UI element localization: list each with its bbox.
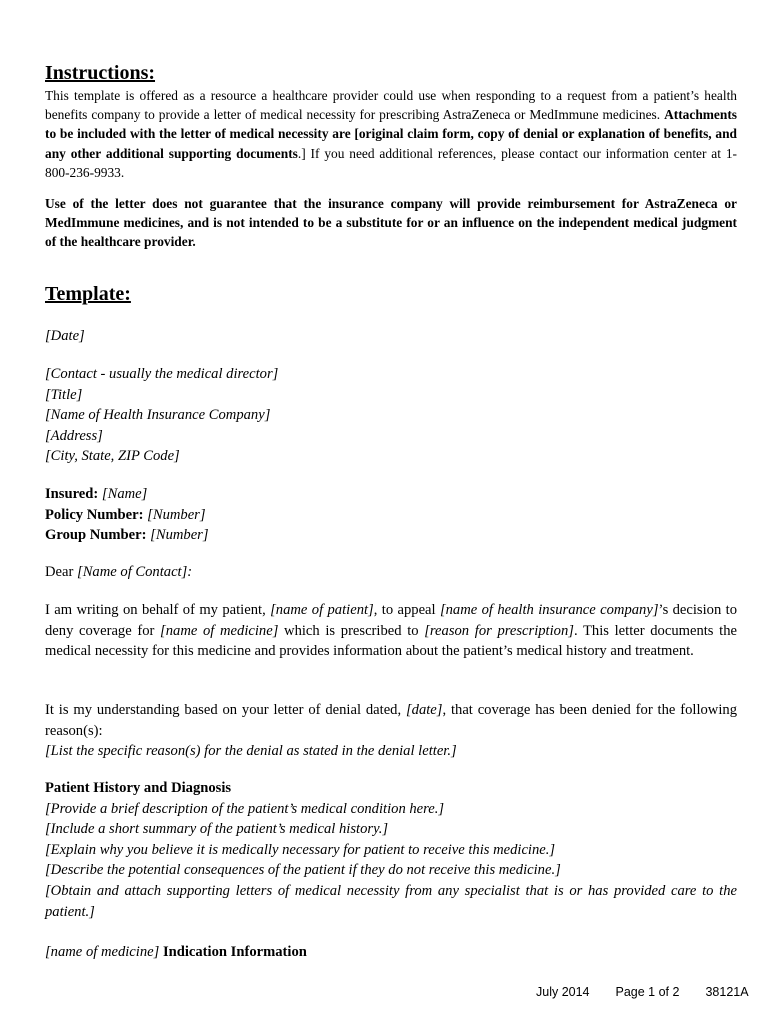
body2-text-1: It is my understanding based on your letter of denial dated,	[45, 702, 406, 718]
history-line: [Provide a brief description of the patient’s medical condition here.]	[45, 800, 445, 817]
salutation-dear: Dear	[45, 564, 78, 580]
policy-line	[45, 505, 737, 526]
indication-label: Indication Information	[159, 944, 307, 960]
body1-text-4: which is prescribed to	[278, 622, 425, 639]
history-line: [Obtain and attach supporting letters of medical necessity from any specialist that is or has provided care to the patient.]	[45, 882, 737, 920]
policy-label: Policy Number:	[45, 506, 144, 523]
instructions-heading: Instructions:	[45, 62, 156, 84]
page-footer	[536, 985, 749, 999]
contact-info-text: .] If you need additional references, please contact our information center at 1-800-236-9933.	[45, 145, 737, 180]
history-line: [Explain why you believe it is medically necessary for patient to receive this medicine.]	[45, 841, 556, 858]
body1-text-3: ’s decision to deny coverage for	[45, 602, 737, 639]
body1-text-1: I am writing on behalf of my patient,	[45, 602, 271, 618]
date-placeholder: [Date]	[45, 328, 85, 344]
title-placeholder: [Title]	[45, 386, 83, 403]
reason-placeholder: [reason for prescription]	[424, 622, 574, 639]
patient-history-heading: Patient History and Diagnosis	[45, 780, 232, 796]
body1-text-2: , to appeal	[373, 602, 440, 618]
footer-page-number: Page 1 of 2	[615, 985, 680, 999]
group-value: [Number]	[150, 527, 209, 544]
group-label: Group Number:	[45, 527, 147, 544]
address-placeholder: [Address]	[45, 427, 103, 444]
city-placeholder: [City, State, ZIP Code]	[45, 448, 180, 465]
body-paragraph-2	[45, 700, 737, 741]
insured-value: [Name]	[101, 486, 148, 502]
salutation	[45, 562, 737, 583]
attachments-text: Attachments to be included with the letter of medical necessity are [original claim form, copy of denial or explanation of benefits, and any other additional supporting documents	[45, 107, 737, 161]
insured-line	[45, 484, 737, 505]
disclaimer-paragraph: Use of the letter does not guarantee that the insurance company will provide reimbursement for AstraZeneca or MedImmune medicines, and is not intended to be a substitute for or an influence on the independent medical judgment of the healthcare provider.	[45, 196, 737, 250]
footer-document-code: 38121A	[705, 985, 749, 999]
contact-placeholder: [Contact - usually the medical director]	[45, 366, 279, 382]
medicine-placeholder: [name of medicine]	[160, 622, 279, 639]
salutation-contact: [Name of Contact]:	[77, 564, 193, 580]
denial-date-placeholder: [date]	[405, 702, 443, 718]
recipient-address-block	[45, 364, 737, 467]
insurance-info-block	[45, 484, 737, 546]
footer-date: July 2014	[536, 985, 590, 999]
policy-value: [Number]	[147, 506, 206, 523]
denial-reasons-placeholder: [List the specific reason(s) for the denial as stated in the denial letter.]	[45, 743, 457, 759]
body1-text-5: . This letter documents the medical necessity for this medicine and provides information about the patient’s medical history and treatment.	[45, 622, 737, 660]
patient-name-placeholder: [name of patient]	[270, 602, 374, 618]
instructions-intro: This template is offered as a resource a healthcare provider could use when responding to a request from a patient’s health benefits company to provide a letter of medical necessity for prescribing AstraZeneca or MedImmune medicines.	[45, 88, 737, 123]
history-line: [Describe the potential consequences of the patient if they do not receive this medicine.]	[45, 862, 561, 879]
group-line	[45, 525, 737, 546]
body-paragraph-1	[45, 600, 737, 662]
insured-label: Insured:	[45, 486, 99, 502]
indication-heading	[45, 942, 737, 963]
history-line: [Include a short summary of the patient’s medical history.]	[45, 821, 389, 838]
template-heading: Template:	[45, 283, 131, 305]
body2-text-2: , that coverage has been denied for the following reason(s):	[45, 702, 737, 739]
insurer-placeholder: [name of health insurance company]	[439, 602, 659, 618]
patient-history-section	[45, 778, 737, 922]
indication-medicine-placeholder: [name of medicine]	[45, 944, 160, 960]
company-placeholder: [Name of Health Insurance Company]	[45, 407, 271, 424]
instructions-paragraph	[45, 86, 737, 182]
